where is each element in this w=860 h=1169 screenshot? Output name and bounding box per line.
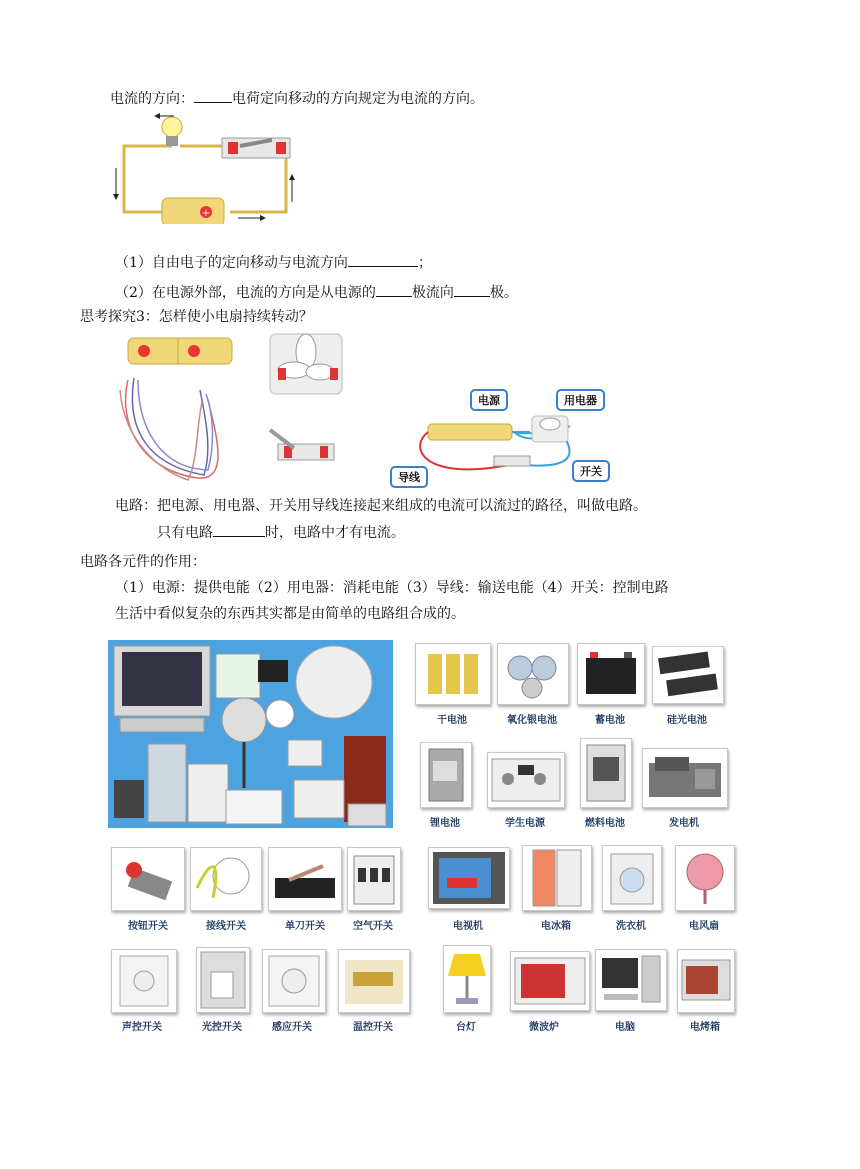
closed-circuit-prefix: 只有电路 <box>157 525 213 541</box>
answer-blank[interactable] <box>194 88 232 103</box>
caption-storage-battery: 蓄电池 <box>595 715 625 726</box>
push-button-switch-image <box>111 847 185 911</box>
caption-student-power-supply: 学生电源 <box>505 818 545 829</box>
desk-lamp-image <box>443 945 491 1013</box>
simple-circuit-figure <box>110 112 310 224</box>
caption-silver-oxide-cell: 氧化银电池 <box>507 715 557 726</box>
current-direction-prefix: 电流的方向： <box>110 91 194 107</box>
question-1 <box>115 252 432 273</box>
electric-fan-image <box>675 845 735 911</box>
electric-oven-image <box>677 949 735 1013</box>
label-switch: 开关 <box>572 460 610 482</box>
microwave-oven-image <box>510 951 590 1011</box>
caption-television: 电视机 <box>453 921 483 932</box>
caption-refrigerator: 电冰箱 <box>541 921 571 932</box>
storage-battery-image <box>577 643 645 705</box>
induction-switch-image <box>262 949 326 1013</box>
temperature-control-switch-image <box>338 949 410 1013</box>
caption-dry-cell: 干电池 <box>437 715 467 726</box>
caption-washing-machine: 洗衣机 <box>616 921 646 932</box>
caption-fuel-cell: 燃料电池 <box>585 818 625 829</box>
caption-electric-oven: 电烤箱 <box>690 1022 720 1033</box>
caption-temperature-control-switch: 温控开关 <box>353 1022 393 1033</box>
caption-air-switch: 空气开关 <box>353 921 393 932</box>
caption-sound-control-switch: 声控开关 <box>122 1022 162 1033</box>
answer-blank[interactable] <box>454 282 490 297</box>
dry-cell-image <box>415 643 491 705</box>
sound-control-switch-image <box>111 949 177 1013</box>
television-image <box>428 847 510 909</box>
caption-generator: 发电机 <box>669 818 699 829</box>
caption-light-control-switch: 光控开关 <box>202 1022 242 1033</box>
label-wire: 导线 <box>390 466 428 488</box>
think-explore-3: 思考探究3：怎样使小电扇持续转动？ <box>80 309 313 325</box>
svg-text:+: + <box>201 208 211 219</box>
caption-wiring-switch: 接线开关 <box>206 921 246 932</box>
fuel-cell-image <box>580 738 632 808</box>
refrigerator-image <box>522 845 592 911</box>
current-direction-suffix: 电荷定向移动的方向规定为电流的方向。 <box>232 91 484 107</box>
caption-push-button-switch: 按钮开关 <box>128 921 168 932</box>
closed-circuit-line <box>157 522 405 543</box>
caption-electric-fan: 电风扇 <box>689 921 719 932</box>
answer-blank[interactable] <box>213 522 265 537</box>
air-switch-image <box>347 847 401 911</box>
caption-lithium-battery: 锂电池 <box>430 818 460 829</box>
circuit-definition: 电路：把电源、用电器、开关用导线连接起来组成的电流可以流过的路径，叫做电路。 <box>115 498 647 514</box>
closed-circuit-suffix: 时，电路中才有电流。 <box>265 525 405 541</box>
light-control-switch-image <box>196 947 250 1013</box>
silicon-solar-cell-image <box>652 646 724 704</box>
answer-blank[interactable] <box>348 252 418 267</box>
caption-silicon-solar-cell: 硅光电池 <box>667 715 707 726</box>
appliance-collage <box>108 640 393 828</box>
label-appliance: 用电器 <box>556 389 605 411</box>
silver-oxide-cell-image <box>497 643 569 705</box>
wiring-switch-image <box>190 847 262 911</box>
caption-induction-switch: 感应开关 <box>272 1022 312 1033</box>
current-direction-line <box>110 88 484 109</box>
component-roles-title: 电路各元件的作用： <box>80 554 206 570</box>
student-power-supply-image <box>487 752 565 808</box>
caption-single-pole-switch: 单刀开关 <box>285 921 325 932</box>
question-2-end: 极。 <box>489 285 518 301</box>
question-1-text: （1）自由电子的定向移动与电流方向 <box>115 255 348 271</box>
question-1-end: ； <box>417 255 432 271</box>
computer-image <box>595 949 667 1011</box>
caption-computer: 电脑 <box>615 1022 635 1033</box>
caption-desk-lamp: 台灯 <box>456 1022 476 1033</box>
question-2-mid: 极流向 <box>411 285 454 301</box>
question-2-text: （2）在电源外部，电流的方向是从电源的 <box>115 285 376 301</box>
component-roles: （1）电源：提供电能（2）用电器：消耗电能（3）导线：输送电能（4）开关：控制电路 <box>115 580 669 596</box>
washing-machine-image <box>602 845 662 911</box>
label-power-source: 电源 <box>470 389 508 411</box>
caption-microwave-oven: 微波炉 <box>529 1022 559 1033</box>
lithium-battery-image <box>420 742 472 808</box>
everyday-life-statement: 生活中看似复杂的东西其实都是由简单的电路组合成的。 <box>115 606 465 622</box>
question-2 <box>115 282 518 303</box>
single-pole-switch-image <box>268 847 342 911</box>
generator-image <box>642 748 728 808</box>
answer-blank[interactable] <box>376 282 412 297</box>
circuit-components-figure <box>108 330 368 490</box>
